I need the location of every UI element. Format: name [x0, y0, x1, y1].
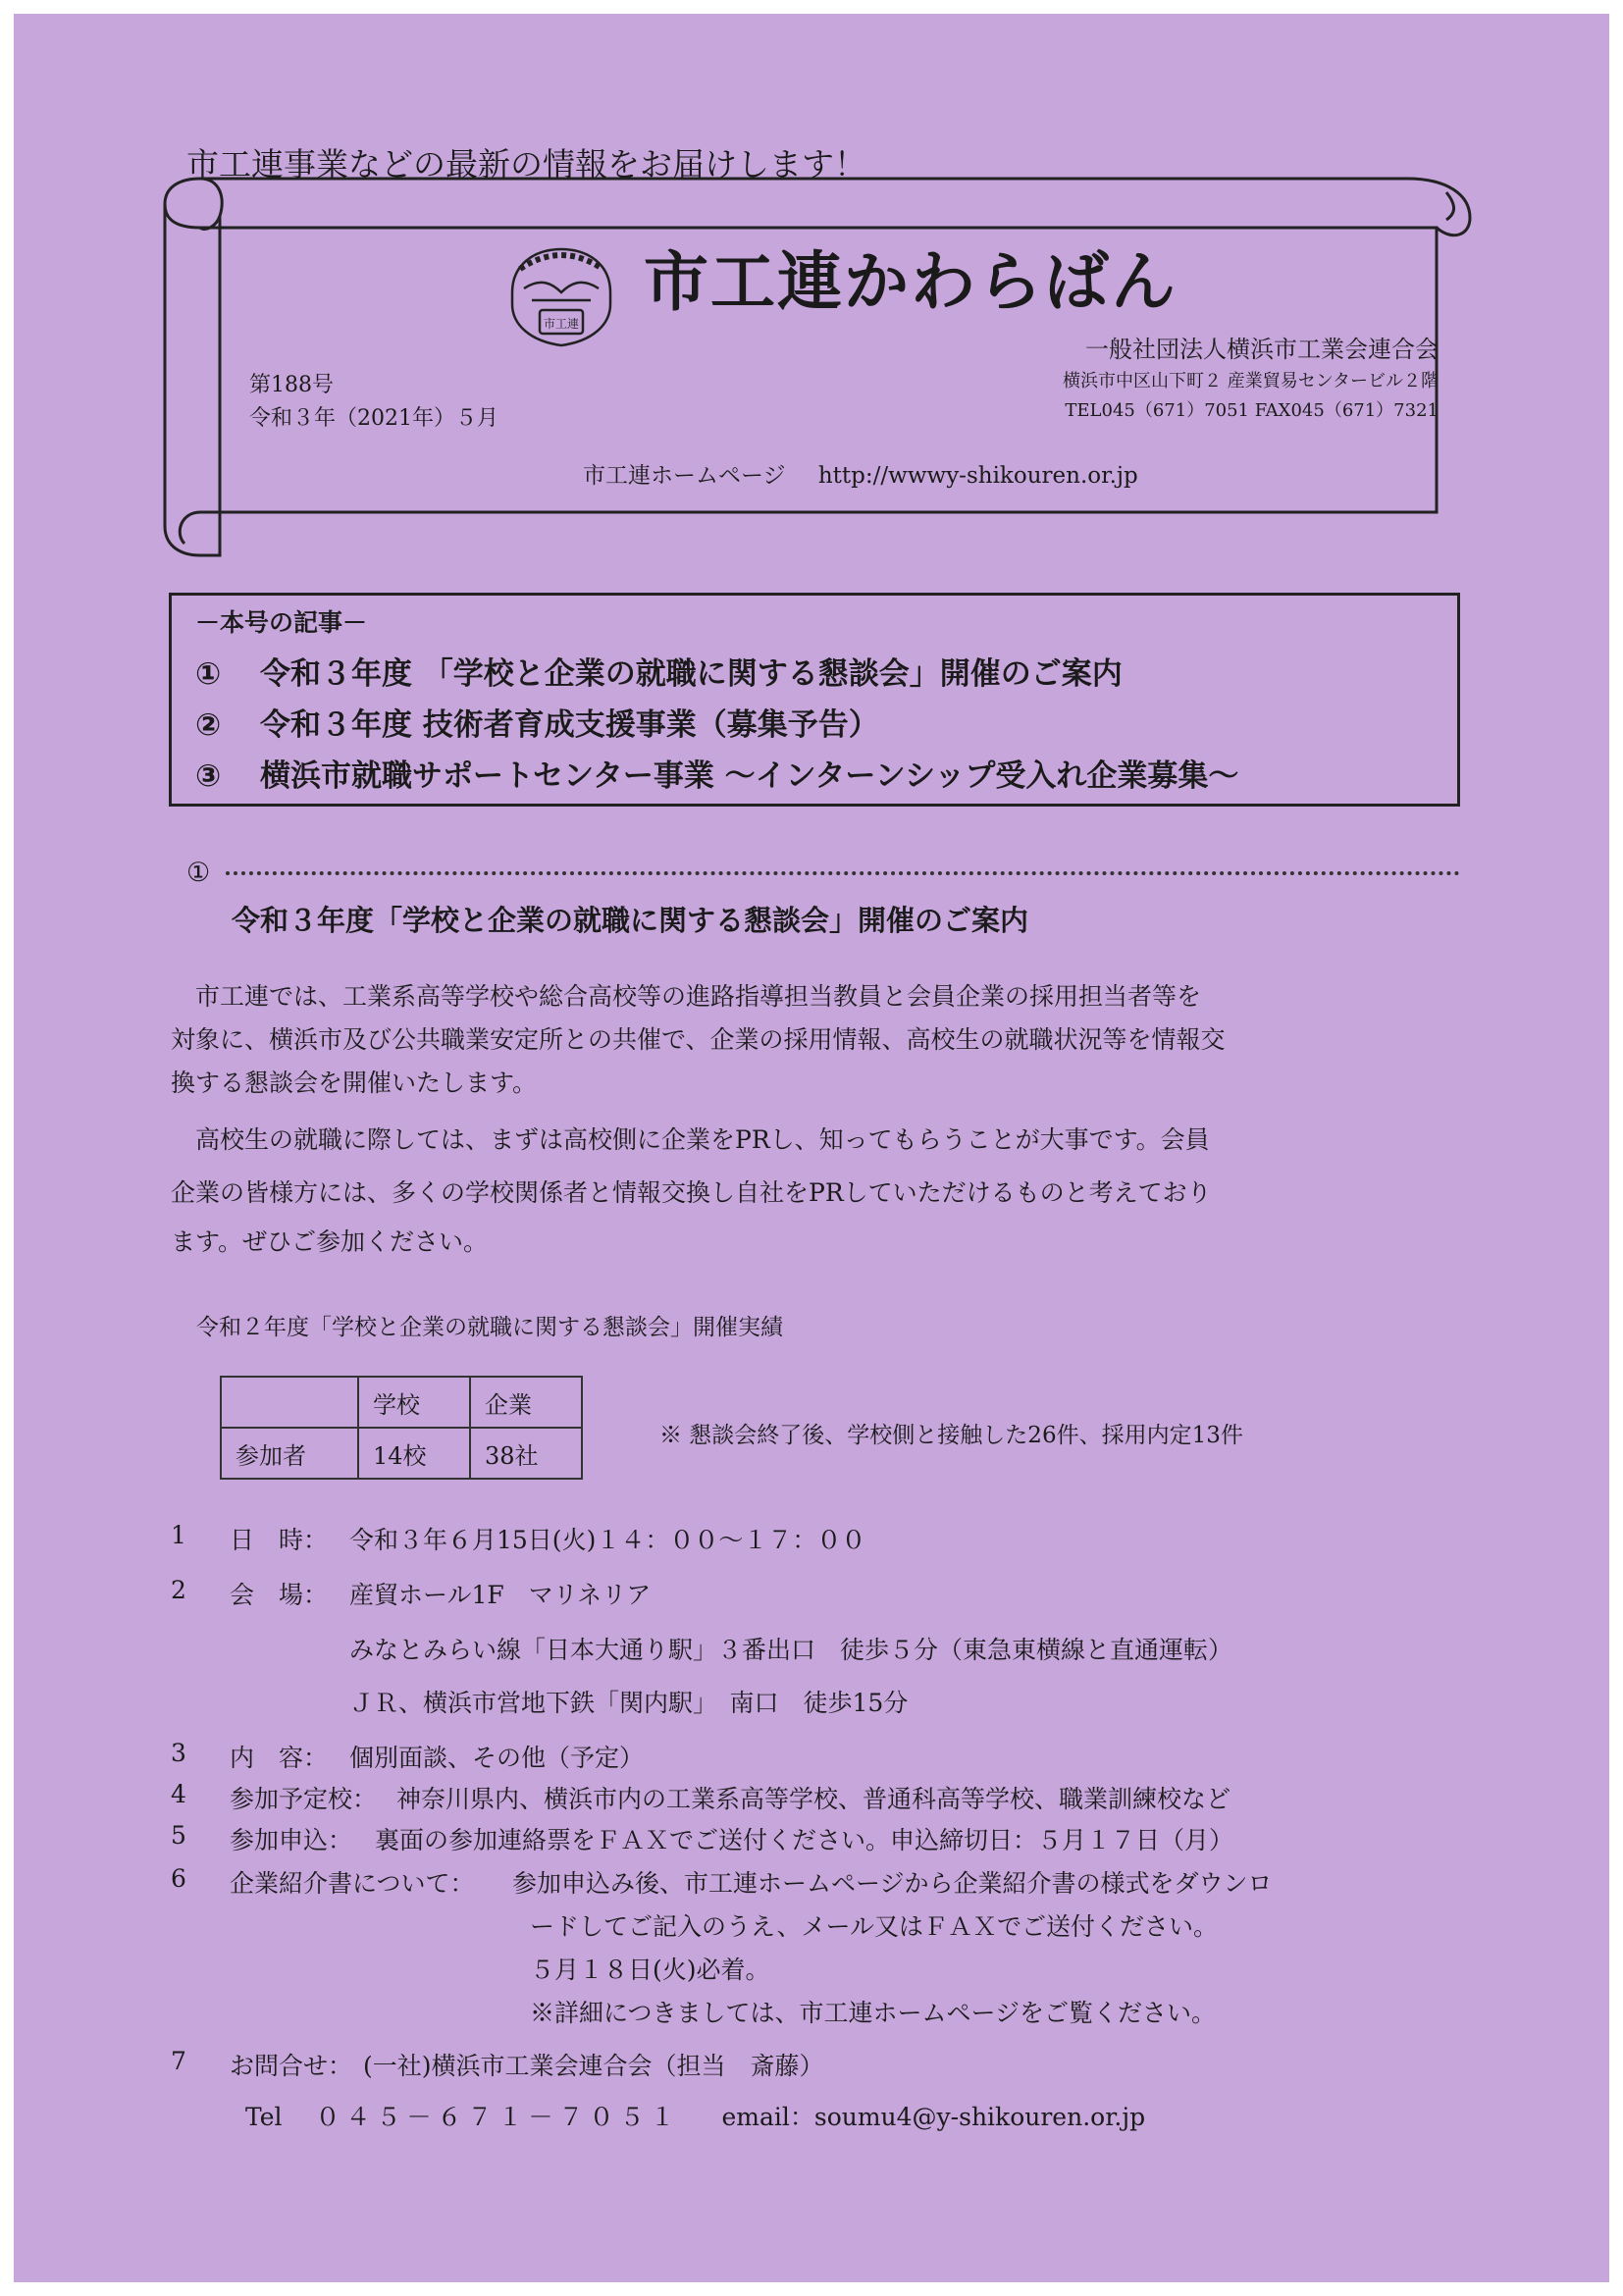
detail-label: 日 時：: [230, 1526, 329, 1554]
toc-item-number: ③: [195, 758, 222, 794]
table-row: [221, 1377, 582, 1428]
detail-value: 裏面の参加連絡票をＦＡＸでご送付ください。申込締切日：５月１７日（月）: [375, 1826, 1234, 1854]
logo-text: 市工連: [543, 317, 580, 331]
organization-name: 一般社団法人横浜市工業会連合会: [1085, 336, 1439, 363]
table-cell: 38社: [470, 1428, 582, 1479]
detail-value: みなとみらい線「日本大通り駅」３番出口 徒歩５分（東急東横線と直通運転）: [349, 1636, 1233, 1664]
toc-item: [195, 751, 1238, 795]
paragraph-line: 換する懇談会を開催いたします。: [171, 1069, 538, 1097]
table-row: [221, 1428, 582, 1479]
detail-value: 産貿ホール1F マリネリア: [349, 1581, 652, 1609]
detail-label: 参加予定校：: [230, 1785, 378, 1813]
results-note: ※ 懇談会終了後、学校側と接触した26件、採用内定13件: [659, 1423, 1243, 1448]
detail-number: 5: [171, 1821, 186, 1850]
detail-value: ５月１８日(火)必着。: [530, 1956, 770, 1984]
section-title: 令和３年度「学校と企業の就職に関する懇談会」開催のご案内: [232, 904, 1029, 937]
table-cell: 14校: [358, 1428, 470, 1479]
tel-label: Tel: [245, 2103, 283, 2131]
results-table: [220, 1376, 583, 1480]
toc-item: [195, 700, 879, 744]
detail-value: 参加申込み後、市工連ホームページから企業紹介書の様式をダウンロ: [512, 1869, 1273, 1898]
toc-item-text: 令和３年度 「学校と企業の就職に関する懇談会」開催のご案内: [260, 656, 1123, 692]
detail-value: (一社)横浜市工業会連合会（担当 斎藤）: [363, 2052, 824, 2080]
paragraph-line: 企業の皆様方には、多くの学校関係者と情報交換し自社をPRしていただけるものと考えており: [171, 1178, 1212, 1207]
detail-label: 会 場：: [230, 1581, 329, 1609]
toc-item: [195, 649, 1123, 693]
email-address[interactable]: soumu4@y-shikouren.or.jp: [813, 2103, 1146, 2131]
detail-value: 神奈川県内、横浜市内の工業系高等学校、普通科高等学校、職業訓練校など: [396, 1785, 1231, 1813]
scroll-banner-frame: [161, 169, 1495, 563]
detail-number: 6: [171, 1864, 186, 1893]
toc-item-text: 横浜市就職サポートセンター事業 ～インターンシップ受入れ企業募集～: [260, 758, 1239, 794]
detail-number: 2: [171, 1576, 186, 1604]
tel-number: ０４５－６７１－７０５１: [315, 2103, 681, 2131]
table-cell: [221, 1377, 358, 1428]
newsletter-page: [14, 14, 1609, 2282]
homepage-url[interactable]: http://wwwy-shikouren.or.jp: [817, 463, 1138, 489]
table-of-contents: [169, 593, 1460, 807]
paragraph-line: 高校生の就職に際しては、まずは高校側に企業をPRし、知ってもらうことが大事です。会員: [171, 1125, 1210, 1154]
issue-info: [249, 369, 498, 436]
detail-value: ＪＲ、横浜市営地下鉄「関内駅」 南口 徒歩15分: [349, 1689, 909, 1717]
contact-line: [245, 2098, 1145, 2133]
toc-item-number: ②: [195, 707, 222, 743]
detail-number: 7: [171, 2047, 186, 2075]
tagline: 市工連事業などの最新の情報をお届けします！: [186, 145, 866, 183]
detail-label: 企業紹介書について：: [230, 1869, 475, 1898]
paragraph-line: 対象に、横浜市及び公共職業安定所との共催で、企業の採用情報、高校生の就職状況等を情報交: [171, 1025, 1226, 1054]
newsletter-title: 市工連かわらばん: [644, 244, 1178, 320]
shikouren-emblem-icon: [502, 243, 620, 351]
paragraph-line: ます。ぜひご参加ください。: [171, 1227, 489, 1256]
detail-value: 個別面談、その他（予定）: [349, 1744, 645, 1772]
table-cell: 企業: [470, 1377, 582, 1428]
detail-value: ードしてご記入のうえ、メール又はＦＡＸでご送付ください。: [530, 1912, 1219, 1941]
homepage-line: [583, 457, 1138, 490]
detail-value: ※詳細につきましては、市工連ホームページをご覧ください。: [530, 1999, 1217, 2027]
organization-address: 横浜市中区山下町２ 産業貿易センタービル２階: [1063, 371, 1439, 391]
table-cell: 学校: [358, 1377, 470, 1428]
homepage-label: 市工連ホームページ: [583, 463, 786, 489]
issue-date: 令和３年（2021年）５月: [249, 406, 498, 431]
detail-number: 1: [171, 1521, 186, 1549]
dotted-divider: [226, 871, 1460, 875]
toc-item-number: ①: [195, 656, 222, 692]
email-label: email：: [721, 2103, 814, 2131]
organization-tel-fax: TEL045（671）7051 FAX045（671）7321: [1065, 400, 1439, 421]
detail-label: お問合せ：: [230, 2052, 353, 2080]
toc-heading: －本号の記事－: [195, 608, 368, 637]
paragraph-line: 市工連では、工業系高等学校や総合高校等の進路指導担当教員と会員企業の採用担当者等を: [171, 982, 1202, 1011]
detail-label: 参加申込：: [230, 1826, 353, 1854]
toc-item-text: 令和３年度 技術者育成支援事業（募集予告）: [260, 707, 879, 743]
detail-number: 4: [171, 1780, 186, 1808]
results-caption: 令和２年度「学校と企業の就職に関する懇談会」開催実績: [196, 1315, 783, 1340]
table-cell: 参加者: [221, 1428, 358, 1479]
detail-value: 令和３年６月15日(火)１４：００～１７：００: [349, 1526, 866, 1554]
issue-number: 第188号: [249, 373, 334, 397]
detail-label: 内 容：: [230, 1744, 329, 1772]
detail-number: 3: [171, 1739, 186, 1767]
section-marker: ①: [186, 858, 211, 888]
